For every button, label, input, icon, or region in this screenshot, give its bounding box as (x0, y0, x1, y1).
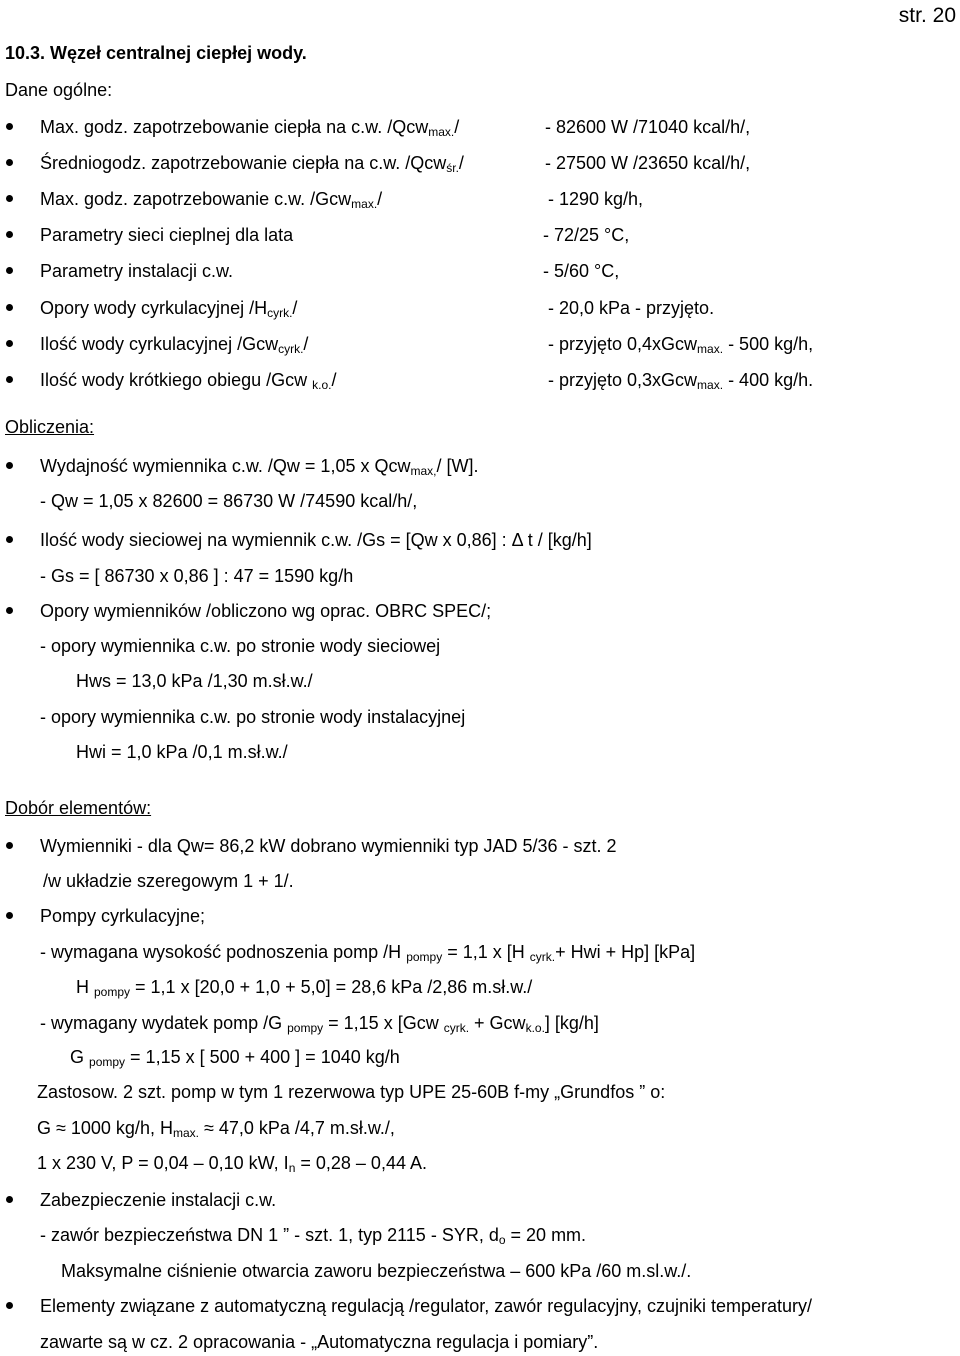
bullet (6, 1196, 13, 1203)
bullet (6, 231, 13, 238)
general-label: Średniogodz. zapotrzebowanie ciepła na c.w. /Qcw$_{śr.}$/ (40, 153, 464, 175)
page-number: str. 20 (898, 4, 956, 27)
general-label: Max. godz. zapotrzebowanie ciepła na c.w. /Qcw$_{max.}$/ (40, 117, 460, 139)
sel-line-safety-valve: - zawór bezpieczeństwa DN 1 ” - szt. 1, typ 2115 - SYR, $d_o = 20$ mm. (40, 1225, 587, 1247)
bullet (6, 536, 13, 543)
general-value: - 82600 W /71040 kcal/h/, (545, 117, 751, 137)
sel-line-exchangers: Wymienniki - dla Qw= 86,2 kW dobrano wymienniki typ JAD 5/36 - szt. 2 (40, 836, 617, 856)
general-value: - 72/25 °C, (543, 225, 630, 245)
sel-line-automation: Elementy związane z automatyczną regulacją /regulator, zawór regulacyjny, czujniki temperatury/ (40, 1296, 813, 1316)
calc-line-exchanger-resistance: Opory wymienników /obliczono wg oprac. OBRC SPEC/; (40, 601, 492, 621)
calc-line-hws: Hws = 13,0 kPa /1,30 m.sł.w./ (76, 671, 313, 691)
bullet (6, 462, 13, 469)
calc-line-resistance-installation: - opory wymiennika c.w. po stronie wody instalacyjnej (40, 707, 466, 727)
sel-line-pump-flow: - wymagany wydatek pomp /G $_{pompy}$ = 1,15 x [Gcw $_{cyrk.}$ + Gcw$_{k.o.}$] [kg/h] (40, 1013, 599, 1035)
general-label: Parametry instalacji c.w. (40, 261, 234, 281)
bullet (6, 376, 13, 383)
bullet (6, 267, 13, 274)
sel-line-max-pressure: Maksymalne ciśnienie otwarcia zaworu bezpieczeństwa – 600 kPa /60 m.sl.w./. (61, 1261, 692, 1281)
general-value: - przyjęto 0,3xGcw$_{max.}$ - 400 kg/h. (548, 370, 814, 392)
calc-line-hwi: Hwi = 1,0 kPa /0,1 m.sł.w./ (76, 742, 288, 762)
sel-line-protection: Zabezpieczenie instalacji c.w. (40, 1190, 277, 1210)
section-title: 10.3. Węzeł centralnej ciepłej wody. (5, 43, 307, 63)
general-value: - 1290 kg/h, (548, 189, 644, 209)
bullet (6, 159, 13, 166)
general-value: - przyjęto 0,4xGcw$_{max.}$ - 500 kg/h, (548, 334, 814, 356)
general-value: - 5/60 °C, (543, 261, 620, 281)
calc-line-resistance-network: - opory wymiennika c.w. po stronie wody sieciowej (40, 636, 441, 656)
general-label: Max. godz. zapotrzebowanie c.w. /Gcw$_{max.}$/ (40, 189, 383, 211)
general-value: - 20,0 kPa - przyjęto. (548, 298, 715, 318)
sel-line-pump-applied: Zastosow. 2 szt. pomp w tym 1 rezerwowa typ UPE 25-60B f-my „Grundfos ” o: (37, 1082, 666, 1102)
sel-line-pump-head-calc: H $_{pompy}$ = 1,1 x [20,0 + 1,0 + 5,0] = 28,6 kPa /2,86 m.sł.w./ (76, 977, 533, 999)
calc-line-gs: - Gs = [ 86730 x 0,86 ] : 47 = 1590 kg/h (40, 566, 354, 586)
general-label: Ilość wody cyrkulacyjnej /Gcw$_{cyrk.}$/ (40, 334, 309, 356)
general-value: - 27500 W /23650 kcal/h/, (545, 153, 751, 173)
sel-line-pump-flow-calc: G $_{pompy}$ = 1,15 x [ 500 + 400 ] = 1040 kg/h (70, 1047, 400, 1069)
sel-line-automation-ref: zawarte są w cz. 2 opracowania - „Automatyczna regulacja i pomiary”. (40, 1332, 599, 1352)
calc-line-qw: - Qw = 1,05 x 82600 = 86730 W /74590 kcal/h/, (40, 491, 418, 511)
sel-line-pumps: Pompy cyrkulacyjne; (40, 906, 206, 926)
calc-line-network-water: Ilość wody sieciowej na wymiennik c.w. /Gs = [Qw x 0,86] : Δ t / [kg/h] (40, 530, 592, 550)
sel-line-pump-electric: 1 x 230 V, P = 0,04 – 0,10 kW, $I_n = 0,28 - 0,44$ A. (37, 1153, 427, 1175)
sel-line-pump-head: - wymagana wysokość podnoszenia pomp /H $_{pompy}$ = 1,1 x [H $_{cyrk.}$+ Hwi + Hp] [kPa] (40, 942, 696, 964)
general-label: Ilość wody krótkiego obiegu /Gcw $_{k.o.}$/ (40, 370, 337, 392)
bullet (6, 304, 13, 311)
bullet (6, 340, 13, 347)
heading-calculations: Obliczenia: (5, 417, 95, 437)
heading-selection: Dobór elementów: (5, 798, 152, 818)
sel-line-series: /w układzie szeregowym 1 + 1/. (43, 871, 294, 891)
general-label: Opory wody cyrkulacyjnej $/H_{cyrk.}/$ (40, 298, 298, 320)
bullet (6, 607, 13, 614)
bullet (6, 912, 13, 919)
bullet (6, 195, 13, 202)
bullet (6, 123, 13, 130)
calc-line-exchanger-output: Wydajność wymiennika c.w. /Qw = 1,05 x Qcw$_{max,}$/ [W]. (40, 456, 479, 478)
bullet (6, 842, 13, 849)
bullet (6, 1302, 13, 1309)
general-label: Parametry sieci cieplnej dla lata (40, 225, 294, 245)
heading-general: Dane ogólne: (5, 80, 113, 100)
sel-line-pump-params: G ≈ 1000 kg/h, $H_{max.} \approx 47,0$ kPa /4,7 m.sł.w./, (37, 1118, 395, 1140)
